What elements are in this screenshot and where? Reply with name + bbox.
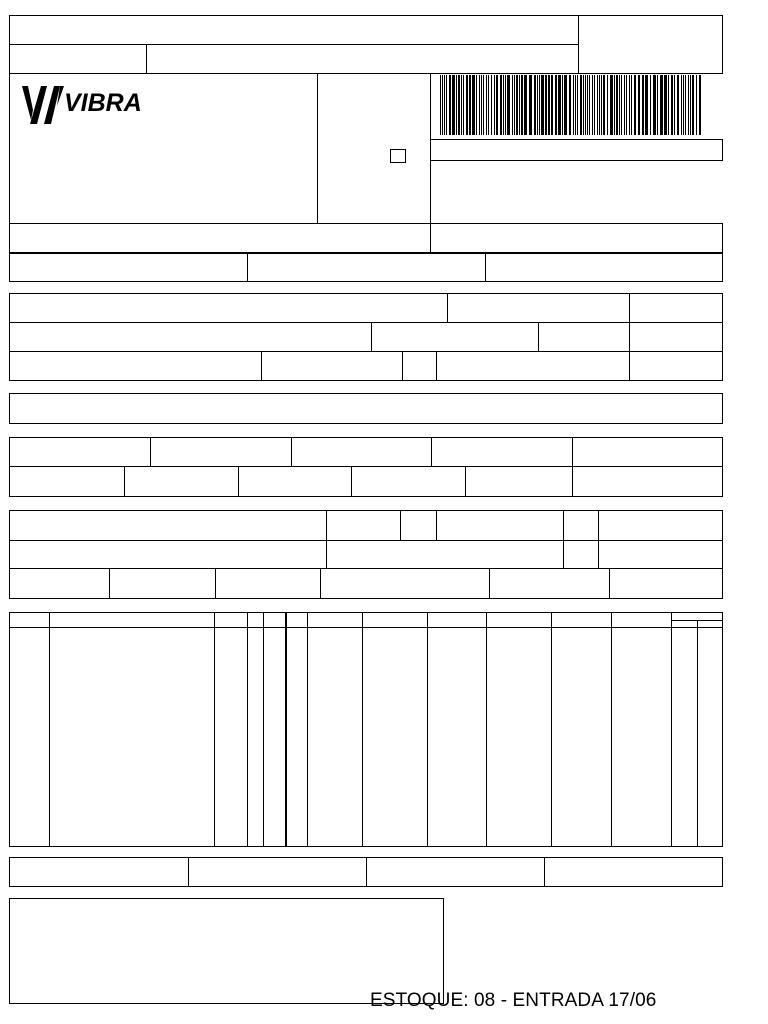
products-table-column [362,612,363,847]
issqn-divider [366,857,367,887]
carrier-col-divider [326,510,327,568]
barcode-bar [444,75,445,135]
recipient-col-divider [261,351,262,381]
barcode-bar [469,75,471,135]
barcode-bar [446,75,447,135]
barcode-bar [616,75,618,135]
barcode-bar [500,75,502,135]
barcode-bar [577,75,578,135]
barcode-bar [541,75,544,135]
barcode-bar [558,75,561,135]
tax-col-divider [150,437,151,466]
barcode-bar [619,75,620,135]
barcode-bar [671,75,673,135]
barcode-bar [607,75,608,135]
barcode-bar [548,75,550,135]
products-table-column [49,612,50,847]
barcode-bar [575,75,576,135]
barcode-bar [626,75,627,135]
products-table-column [697,620,698,847]
barcode-bar [503,75,504,135]
barcode-bar [524,75,527,135]
recipient-section [9,293,723,381]
barcode-bar [664,75,667,135]
barcode-bar [551,75,553,135]
barcode-bar [519,75,520,135]
barcode-bar [597,75,598,135]
carrier-col-divider [489,568,490,599]
barcode-bar [486,75,487,135]
recipient-col-divider [447,293,448,322]
barcode-bar [481,75,482,135]
barcode-bar [440,75,441,135]
carrier-col-divider [215,568,216,599]
danfe-box [317,73,431,224]
barcode-bar [476,75,477,135]
barcode-bar [624,75,625,135]
barcode-bar [529,75,532,135]
logo-mark [30,86,47,124]
recipient-col-divider [629,293,630,381]
carrier-col-divider [320,568,321,599]
carrier-col-divider [609,568,610,599]
access-key-field [430,139,723,161]
barcode-bar [690,75,691,135]
products-table-column [214,612,215,847]
carrier-section [9,510,723,599]
products-table-column [551,612,552,847]
barcode-bar [660,75,663,135]
products-table-column [285,612,287,847]
tax-col-divider [465,466,466,497]
receipt-divider [578,15,579,74]
carrier-col-divider [109,568,110,599]
barcode-bar [583,75,584,135]
carrier-col-divider [598,510,599,568]
tax-col-divider [572,437,573,497]
barcode-bar [603,75,605,135]
products-table-column [486,612,487,847]
barcode-bar [463,75,464,135]
barcode-bar [555,75,557,135]
barcode-bar [683,75,684,135]
carrier-col-divider [563,510,564,568]
recipient-row-divider [9,351,723,352]
barcode-bar [650,75,651,135]
tax-row-divider [9,466,723,467]
barcode-bar [472,75,475,135]
barcode-bar [642,75,644,135]
tax-col-divider [431,437,432,466]
carrier-row-divider [9,568,723,569]
recipient-col-divider [538,322,539,351]
recipient-row-divider [9,322,723,323]
row-divider [485,253,486,282]
barcode-bar [696,75,697,135]
barcode-bar [564,75,567,135]
checkbox[interactable] [390,149,406,163]
barcode-bar [442,75,443,135]
barcode-bar [614,75,615,135]
barcode-bar [452,75,455,135]
barcode-bar [699,75,701,135]
barcode-bar [580,75,582,135]
barcode-bar [537,75,538,135]
logo-mark [22,86,33,120]
barcode-bar [592,75,593,135]
tax-calculation-section [9,437,723,497]
carrier-col-divider [436,510,437,540]
barcode-bar [685,75,686,135]
barcode-bar [677,75,679,135]
barcode-bar [494,75,495,135]
barcode-bar [545,75,547,135]
barcode-bar [491,75,492,135]
barcode-bar [539,75,540,135]
barcode-bar [599,75,600,135]
barcode-bar [569,75,571,135]
barcode-icon [440,75,702,135]
carrier-row-divider [9,540,723,541]
barcode-bar [621,75,622,135]
products-table [9,612,723,847]
products-table-column [247,612,248,847]
barcode-bar [631,75,632,135]
barcode-bar [645,75,648,135]
tax-col-divider [238,466,239,497]
barcode-bar [449,75,451,135]
vibra-logo [20,80,150,126]
recipient-col-divider [402,351,403,381]
barcode-bar [601,75,602,135]
barcode-bar [657,75,658,135]
barcode-bar [483,75,484,135]
additional-info-box [9,898,444,1004]
receipt-divider [146,44,147,74]
barcode-bar [466,75,468,135]
barcode-bar [688,75,689,135]
barcode-bar [507,75,510,135]
barcode-bar [456,75,457,135]
barcode-bar [496,75,498,135]
state-registration-row [9,253,723,282]
barcode-bar [629,75,630,135]
barcode-bar [521,75,523,135]
tax-col-divider [351,466,352,497]
invoice-box [9,393,723,424]
barcode-bar [589,75,590,135]
barcode-bar [514,75,515,135]
barcode-bar [674,75,675,135]
barcode-bar [594,75,595,135]
carrier-col-divider [400,510,401,540]
operation-nature-field [9,223,431,253]
barcode-bar [681,75,682,135]
barcode-bar [461,75,462,135]
barcode-bar [610,75,613,135]
logo-mark [44,86,60,124]
barcode-bar [587,75,588,135]
barcode-bar [638,75,640,135]
products-table-column [611,612,612,847]
protocol-field [430,223,723,253]
barcode-bar [634,75,636,135]
products-table-column [307,612,308,847]
barcode-bar [488,75,489,135]
products-table-column [671,612,672,847]
barcode-bar [573,75,574,135]
barcode-bar [516,75,518,135]
logo-wordmark: VIBRA [64,89,142,117]
stock-entry-note: ESTOQUE: 08 - ENTRADA 17/06 [370,990,657,1011]
barcode-bar [668,75,669,135]
products-table-header-line [9,627,671,628]
barcode-bar [458,75,460,135]
tax-col-divider [291,437,292,466]
barcode-bar [653,75,656,135]
issqn-divider [544,857,545,887]
tax-col-divider [124,466,125,497]
receipt-divider [9,44,579,45]
barcode-bar [534,75,536,135]
products-table-column [263,612,264,847]
issqn-divider [188,857,189,887]
barcode-bar [562,75,563,135]
recipient-col-divider [371,322,372,351]
barcode-bar [512,75,513,135]
barcode-bar [505,75,506,135]
barcode-bar [585,75,586,135]
recipient-col-divider [436,351,437,381]
row-divider [247,253,248,282]
products-table-column [427,612,428,847]
barcode-bar [479,75,480,135]
barcode-bar [692,75,694,135]
